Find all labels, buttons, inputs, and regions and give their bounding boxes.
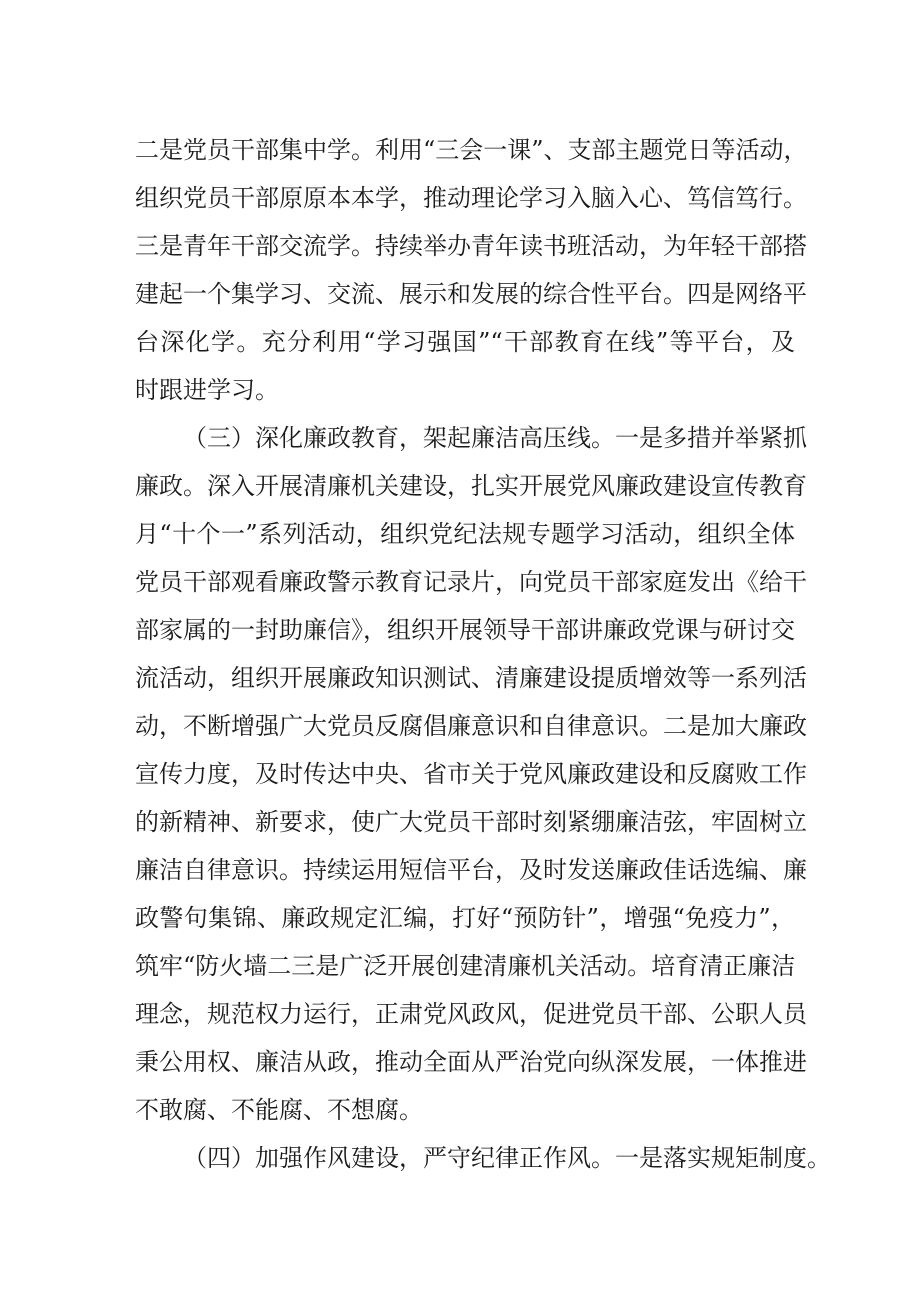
text-line-3: 三是青年干部交流学。持续举办青年读书班活动，为年轻干部搭	[135, 232, 807, 260]
text-line-15: 的新精神、新要求，使广大党员干部时刻紧绷廉洁弦，牢固树立	[135, 808, 807, 836]
text-line-21: 不敢腐、不能腐、不想腐。	[135, 1096, 423, 1124]
text-line-20: 秉公用权、廉洁从政，推动全面从严治党向纵深发展，一体推进	[135, 1048, 807, 1076]
text-line-10: 党员干部观看廉政警示教育记录片，向党员干部家庭发出《给干	[135, 568, 807, 596]
text-line-13: 动，不断增强广大党员反腐倡廉意识和自律意识。二是加大廉政	[135, 712, 807, 740]
text-line-19: 理念，规范权力运行，正肃党风政风，促进党员干部、公职人员	[135, 1000, 807, 1028]
text-line-17: 政警句集锦、廉政规定汇编，打好“预防针”，增强“免疫力”，	[135, 904, 795, 932]
text-line-12: 流活动，组织开展廉政知识测试、清廉建设提质增效等一系列活	[135, 664, 807, 692]
text-line-6: 时跟进学习。	[135, 376, 279, 404]
text-line-14: 宣传力度，及时传达中央、省市关于党风廉政建设和反腐败工作	[135, 760, 807, 788]
section-heading-4: （四）加强作风建设，严守纪律正作风。一是落实规矩制度。	[183, 1144, 831, 1172]
text-line-2: 组织党员干部原原本本学，推动理论学习入脑入心、笃信笃行。	[135, 184, 807, 212]
text-line-5: 台深化学。充分利用“学习强国”“干部教育在线”等平台，及	[135, 328, 795, 356]
text-line-18: 筑牢“防火墙二三是广泛开展创建清廉机关活动。培育清正廉洁	[135, 952, 796, 980]
text-line-9: 月“十个一”系列活动，组织党纪法规专题学习活动，组织全体	[135, 520, 795, 548]
text-line-8: 廉政。深入开展清廉机关建设，扎实开展党风廉政建设宣传教育	[135, 472, 807, 500]
text-line-16: 廉洁自律意识。持续运用短信平台，及时发送廉政佳话选编、廉	[135, 856, 807, 884]
text-line-4: 建起一个集学习、交流、展示和发展的综合性平台。四是网络平	[135, 280, 807, 308]
section-heading-3: （三）深化廉政教育，架起廉洁高压线。一是多措并举紧抓	[183, 424, 807, 452]
text-line-11: 部家属的一封助廉信》，组织开展领导干部讲廉政党课与研讨交	[135, 616, 795, 644]
text-line-1: 二是党员干部集中学。利用“三会一课”、支部主题党日等活动，	[135, 136, 808, 164]
